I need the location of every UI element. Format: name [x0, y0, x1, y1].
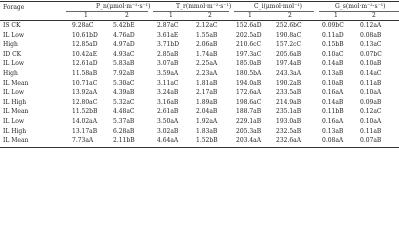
table-cell: 9.28aC [72, 22, 94, 29]
table-cell: 0.12aC [360, 108, 382, 115]
group-rule-tr [153, 11, 229, 12]
table-cell: 0.14aC [360, 70, 382, 77]
table-cell: 0.08aB [360, 32, 382, 39]
group-rule-gs [319, 11, 399, 12]
table-cell: 3.02aB [157, 128, 179, 135]
table-cell: 3.24aB [157, 89, 179, 96]
table-cell: 0.10aC [322, 51, 344, 58]
row-label: High [3, 41, 18, 48]
table-cell: 0.15bB [322, 41, 344, 48]
table-cell: 193.0aB [276, 118, 302, 125]
table-cell: 4.76aD [113, 32, 135, 39]
table-cell: 11.58aB [72, 70, 98, 77]
table-cell: 0.13aC [360, 41, 382, 48]
table-cell: 10.71aC [72, 80, 98, 87]
table-cell: 232.6aA [276, 137, 302, 144]
table-cell: 0.16aA [322, 89, 344, 96]
row-label: IL High [3, 99, 27, 106]
table-cell: 4.97aD [113, 41, 135, 48]
table-cell: 210.6cC [236, 41, 262, 48]
table-cell: 4.48aC [113, 108, 135, 115]
row-label: IL Low [3, 60, 24, 67]
subheader-6: 2 [288, 12, 292, 19]
table-cell: 198.6aC [236, 99, 262, 106]
table-cell: 5.30aC [113, 80, 135, 87]
row-label: IL Low [3, 32, 24, 39]
table-cell: 13.92aA [72, 89, 98, 96]
table-cell: 203.4aA [236, 137, 262, 144]
table-cell: 3.50aA [157, 118, 179, 125]
table-cell: 0.16aA [322, 118, 344, 125]
table-cell: 190.2aB [276, 80, 302, 87]
table-cell: 194.0aB [236, 80, 262, 87]
row-label: ID CK [3, 51, 22, 58]
row-label: IL Low [3, 118, 24, 125]
table-cell: 3.11aC [157, 80, 179, 87]
table-cell: 0.14aB [322, 99, 344, 106]
table-cell: 2.04aB [196, 108, 218, 115]
table-cell: 1.81aB [196, 80, 218, 87]
table-cell: 243.3aA [276, 70, 302, 77]
table-cell: 4.39aB [113, 89, 135, 96]
row-label: IL Mean [3, 108, 29, 115]
subheader-8: 2 [372, 12, 376, 19]
table-cell: 0.09bC [322, 22, 344, 29]
table-cell: 232.5aB [276, 128, 302, 135]
table-cell: 3.61aE [157, 32, 179, 39]
table-cell: 5.32aC [113, 99, 135, 106]
corner-label: Forage [3, 4, 25, 11]
table-cell: 12.85aD [72, 41, 98, 48]
table-cell: 5.83aB [113, 60, 135, 67]
table-cell: 205.3aB [236, 128, 262, 135]
row-label: IL Mean [3, 80, 29, 87]
table-cell: 2.61aB [157, 108, 179, 115]
table-cell: 214.9aB [276, 99, 302, 106]
subheader-1: 1 [84, 12, 88, 19]
table-cell: 252.6bC [276, 22, 302, 29]
table-cell: 2.11bB [113, 137, 135, 144]
table-cell: 2.17aB [196, 89, 218, 96]
table-cell: 7.73aA [72, 137, 94, 144]
table-cell: 2.25aA [196, 60, 218, 67]
table-cell: 4.93aC [113, 51, 135, 58]
table-cell: 3.07aB [157, 60, 179, 67]
table-cell: 0.13aB [322, 70, 344, 77]
table-cell: 1.83aB [196, 128, 218, 135]
subheader-3: 1 [169, 12, 173, 19]
table-cell: 2.87aC [157, 22, 179, 29]
group-rule-ci [234, 11, 314, 12]
col-group-gs: G_s(mol·m⁻²·s⁻¹) [335, 3, 386, 10]
table-cell: 2.12aC [196, 22, 218, 29]
table-cell: 1.89aB [196, 99, 218, 106]
table-cell: 13.17aB [72, 128, 98, 135]
table-cell: 12.61aD [72, 60, 98, 67]
col-group-ci: C_i(μmol·mol⁻¹) [254, 3, 303, 10]
table-cell: 0.14aB [322, 60, 344, 67]
table-cell: 0.12aA [360, 22, 382, 29]
table-cell: 190.8aC [276, 32, 302, 39]
table-cell: 185.0aB [236, 60, 262, 67]
table-cell: 152.6aD [236, 22, 262, 29]
table-cell: 3.16aB [157, 99, 179, 106]
table-cell: 3.71bD [157, 41, 180, 48]
table-cell: 205.6aB [276, 51, 302, 58]
table-cell: 157.2cC [276, 41, 302, 48]
table-cell: 0.10aB [360, 60, 382, 67]
table-cell: 10.61bD [72, 32, 98, 39]
table-cell: 0.10aB [322, 80, 344, 87]
table-cell: 0.10aA [360, 89, 382, 96]
table-cell: 0.10aA [360, 118, 382, 125]
table-cell: 0.11aD [322, 32, 344, 39]
table-cell: 1.55aB [196, 32, 218, 39]
table-cell: 5.42bE [113, 22, 135, 29]
table-cell: 1.74aB [196, 51, 218, 58]
table-cell: 5.37aB [113, 118, 135, 125]
table-cell: 2.85aB [157, 51, 179, 58]
table-cell: 14.02aA [72, 118, 98, 125]
table-cell: 3.59aA [157, 70, 179, 77]
subheader-4: 2 [208, 12, 212, 19]
table-cell: 197.4aB [276, 60, 302, 67]
corner-header [3, 4, 24, 12]
row-label: IL Low [3, 89, 24, 96]
header-rule [0, 20, 399, 21]
table-cell: 233.5aB [276, 89, 302, 96]
table-cell: 11.52bB [72, 108, 98, 115]
table-cell: 0.13aB [322, 128, 344, 135]
table-cell: 1.52bB [196, 137, 218, 144]
group-rule-pn [66, 11, 148, 12]
table-cell: 2.23aA [196, 70, 218, 77]
table-cell: 12.80aC [72, 99, 98, 106]
table-cell: 197.3aC [236, 51, 262, 58]
table-cell: 0.11aB [360, 80, 382, 87]
table-cell: 0.07bC [360, 51, 382, 58]
table-cell: 229.1aB [236, 118, 262, 125]
table-cell: 2.06aB [196, 41, 218, 48]
table-cell: 235.1aB [276, 108, 302, 115]
subheader-7: 1 [334, 12, 338, 19]
bottom-rule [0, 147, 399, 148]
table-cell: 0.09aB [360, 99, 382, 106]
top-rule [0, 1, 399, 2]
subheader-2: 2 [125, 12, 129, 19]
table-cell: 180.5bA [236, 70, 262, 77]
table-cell: 0.11aB [360, 128, 382, 135]
table-cell: 172.6aA [236, 89, 262, 96]
table-cell: 6.28aB [113, 128, 135, 135]
table-cell: 7.92aB [113, 70, 135, 77]
row-label: IL Mean [3, 137, 29, 144]
row-label: IS CK [3, 22, 21, 29]
subheader-5: 1 [248, 12, 252, 19]
table-cell: 188.7aB [236, 108, 262, 115]
table-cell: 202.5aD [236, 32, 262, 39]
table-cell: 10.42aE [72, 51, 98, 58]
col-group-pn: P_n(μmol·m⁻²·s⁻¹) [96, 3, 151, 10]
table-cell: 0.07aB [360, 137, 382, 144]
table-cell: 0.08aA [322, 137, 344, 144]
table-cell: 0.11bB [322, 108, 344, 115]
row-label: High [3, 70, 18, 77]
table-cell: 4.64aA [157, 137, 179, 144]
col-group-tr: T_r(mmol·m⁻²·s⁻¹) [176, 3, 232, 10]
table-cell: 1.92aA [196, 118, 218, 125]
row-label: IL High [3, 128, 27, 135]
